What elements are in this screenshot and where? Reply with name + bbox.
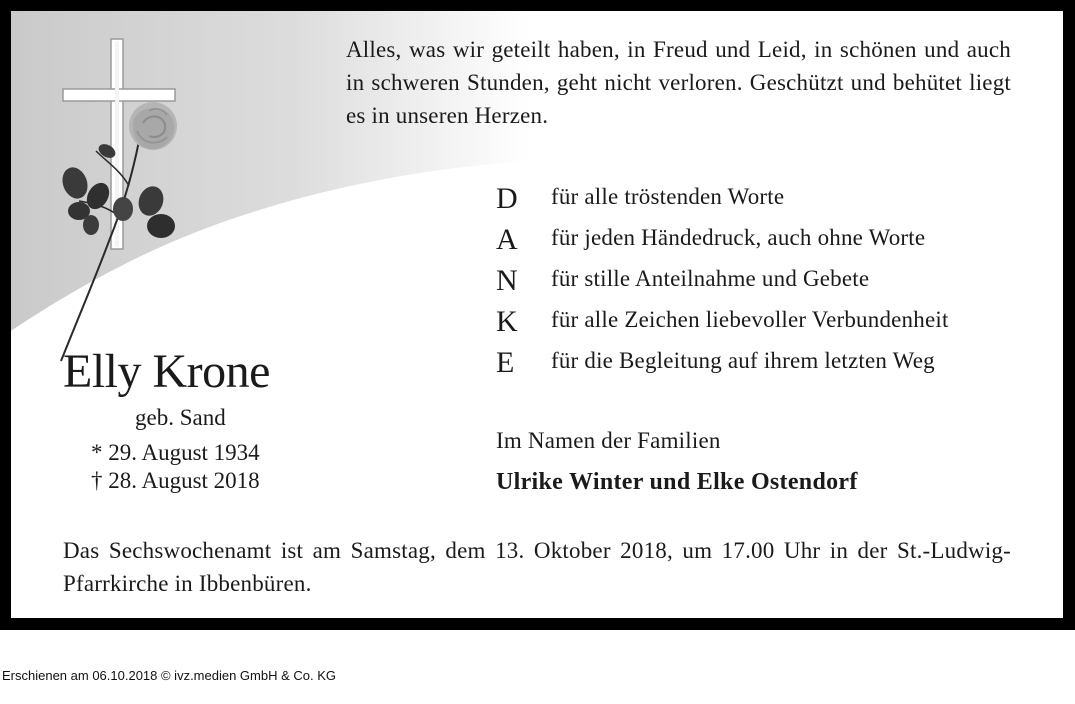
signature-names: Ulrike Winter und Elke Ostendorf (496, 469, 858, 495)
birth-name: geb. Sand (135, 405, 226, 430)
danke-letter: D (496, 182, 518, 215)
signature-intro: Im Namen der Familien (496, 428, 721, 453)
danke-text: für alle Zeichen liebevoller Verbundenheit (551, 307, 949, 332)
danke-row (496, 343, 1056, 384)
rose-icon (11, 11, 211, 391)
danke-text: für alle tröstenden Worte (551, 184, 785, 209)
life-dates (91, 439, 260, 495)
danke-row (496, 261, 1056, 302)
intro-text: Alles, was wir geteilt haben, in Freud und Leid, in schönen und auch in schweren Stunden, geht nicht verloren. Geschützt und behütet liegt es in unseren Herzen. (346, 37, 1011, 128)
danke-letter: E (496, 346, 515, 379)
danke-row (496, 302, 1056, 343)
danke-row (496, 220, 1056, 261)
deceased-name: Elly Krone (63, 345, 270, 398)
danke-text: für jeden Händedruck, auch ohne Worte (551, 225, 926, 250)
death-date: † 28. August 2018 (91, 468, 260, 493)
publication-footer: Erschienen am 06.10.2018 © ivz.medien GmbH & Co. KG (2, 668, 337, 683)
danke-letter: N (496, 264, 518, 297)
danke-text: für die Begleitung auf ihrem letzten Weg (551, 348, 935, 373)
birth-date: * 29. August 1934 (91, 440, 260, 465)
danke-row (496, 179, 1056, 220)
danke-list (496, 179, 1056, 384)
service-text: Das Sechswochenamt ist am Samstag, dem 13. Oktober 2018, um 17.00 Uhr in der St.-Ludwig-Pfarrkirche in Ibbenbüren. (63, 538, 1011, 596)
danke-letter: A (496, 223, 518, 256)
danke-text: für stille Anteilnahme und Gebete (551, 266, 870, 291)
obituary-card (11, 11, 1063, 618)
danke-letter: K (496, 305, 518, 338)
